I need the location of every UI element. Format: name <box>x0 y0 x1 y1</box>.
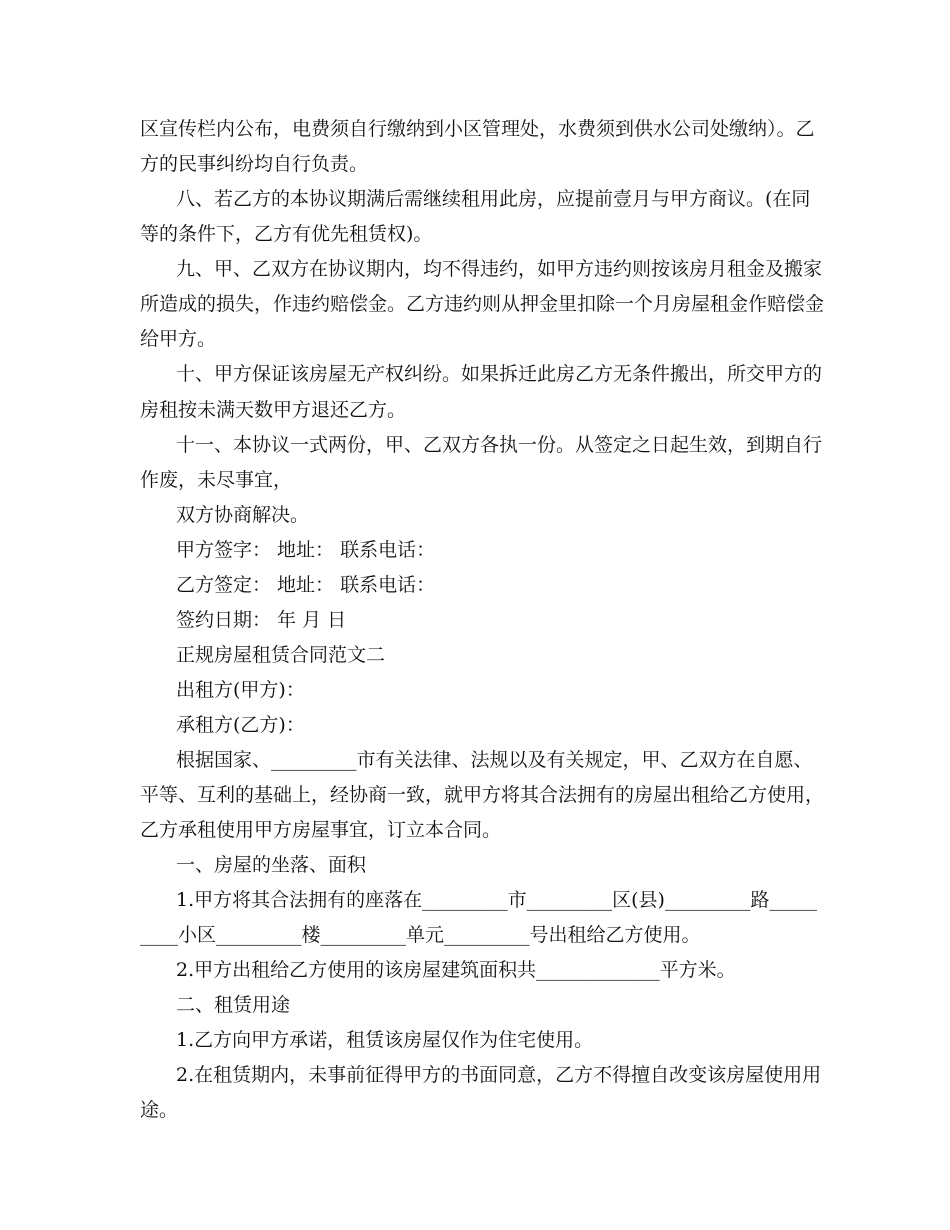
text-line: 所造成的损失，作违约赔偿金。乙方违约则从押金里扣除一个月房屋租金作赔偿金 <box>140 293 825 315</box>
signature-line-party-b: 乙方签定： 地址： 联系电话： <box>176 574 436 596</box>
text-line: 双方协商解决。 <box>176 504 310 526</box>
text-line: 房租按未满天数甲方退还乙方。 <box>140 399 407 421</box>
text-line: 十一、本协议一式两份，甲、乙双方各执一份。从签定之日起生效，到期自行 <box>176 434 823 456</box>
text-line: 平等、互利的基础上，经协商一致，就甲方将其合法拥有的房屋出租给乙方使用， <box>140 784 825 806</box>
text-line: ____小区_________楼_________单元_________号出租给乙方使用。 <box>140 924 701 946</box>
text-line: 途。 <box>140 1099 179 1121</box>
text-line: 区宣传栏内公布，电费须自行缴纳到小区管理处，水费须到供水公司处缴纳）。乙 <box>140 118 815 140</box>
text-line: 根据国家、_________市有关法律、法规以及有关规定，甲、乙双方在自愿、 <box>176 749 813 771</box>
text-line: 1.乙方向甲方承诺，租赁该房屋仅作为住宅使用。 <box>176 1029 594 1051</box>
signature-line-party-a: 甲方签字： 地址： 联系电话： <box>176 539 436 561</box>
text-line: 十、甲方保证该房屋无产权纠纷。如果拆迁此房乙方无条件搬出，所交甲方的 <box>176 363 823 385</box>
text-line: 1.甲方将其合法拥有的座落在_________市_________区(县)_________路_____ <box>176 889 817 911</box>
text-line: 给甲方。 <box>140 328 217 350</box>
text-line: 九、甲、乙双方在协议期内，均不得违约，如甲方违约则按该房月租金及搬家 <box>176 258 823 280</box>
text-line: 等的条件下，乙方有优先租赁权)。 <box>140 223 433 245</box>
text-line: 乙方承租使用甲方房屋事宜，订立本合同。 <box>140 819 502 841</box>
text-line: 作废，未尽事宜， <box>140 469 293 491</box>
text-line: 2.甲方出租给乙方使用的该房屋建筑面积共_____________平方米。 <box>176 959 736 981</box>
section-title: 正规房屋租赁合同范文二 <box>176 644 386 666</box>
sign-date-line: 签约日期： 年 月 日 <box>176 609 347 631</box>
text-line: 八、若乙方的本协议期满后需继续租用此房，应提前壹月与甲方商议。(在同 <box>176 188 811 210</box>
lessor-line: 出租方(甲方)： <box>176 679 305 701</box>
clause-heading: 一、房屋的坐落、面积 <box>176 854 367 876</box>
lessee-line: 承租方(乙方)： <box>176 714 305 736</box>
clause-heading: 二、租赁用途 <box>176 994 291 1016</box>
text-line: 2.在租赁期内，未事前征得甲方的书面同意，乙方不得擅自改变该房屋使用用 <box>176 1064 822 1086</box>
text-line: 方的民事纠纷均自行负责。 <box>140 153 369 175</box>
